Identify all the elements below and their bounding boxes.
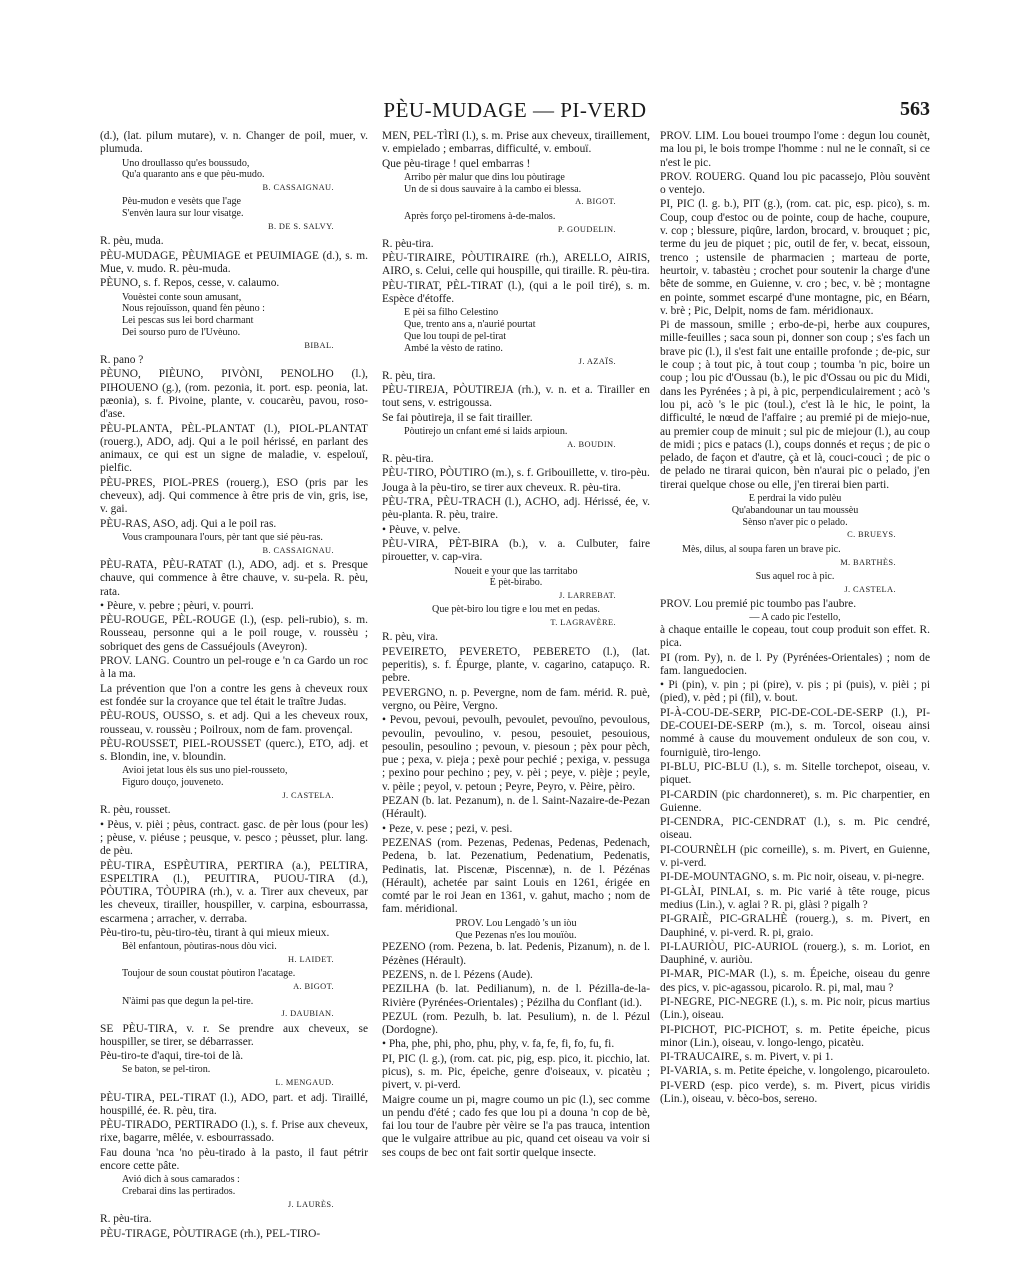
citation-author: J. DAUBIAN. — [281, 1009, 334, 1019]
citation-author: J. LAURÈS. — [287, 1199, 334, 1209]
dictionary-entry: PI-LAURIÒU, PIC-AURIOL (rouerg.), s. m. Loriot, en Dauphiné, v. auriòu. — [660, 940, 930, 967]
quotation: Vouèstei conte soun amusant, Nous rejouïsson, quand fèn pèuno : Lei pescas sus lei bord charmant Dei sourso puro de l'Uvèuno. — [122, 291, 265, 338]
quotation: E pèi sa filho Celestino Que, trento ans a, n'aurié pourtat Que lou toupi de pel-tirat Ambé la vèsto de ratino. — [404, 307, 536, 354]
quotation: Que pèt-biro lou tigre e lou met en pedas. — [432, 604, 600, 616]
dictionary-entry: Pi de massoun, smille ; erbo-de-pi, herbe aux coupures, mille-feuilles ; saca soun pi, donner son coup ; s'es fach un brave pic (l.), il s'est fait une entaille profonde ; de-pic, sur le coup ; à tout pic, à tout coup ; toumba 'n pic, boire un coup ; lou pic d'Oussau (b.), le pic d'Ossau ou pic du Midi, dans les Pyrénées ; à pi, à pic, perpendiculairement ; acò 's lou pi, acò 's le pic (toul.), c'est là le hic, le point, la difficulté, le nœud de l'affaire ; au premié pi de miejo-nue, au premier coup de minuit ; sul pic de miejour (l.), au coup de midi ; pics e patacs (l.), coups donnés et reçus ; de pic o pelado, de façon et d'autre, çà et là, couci-coucì ; de pic o de pelado ne tirarai quicon, bèn n'aurai pic o pelado, j'en tirerai quelque chose ou elle, j'en tirerai bien parti. — [660, 319, 930, 491]
dictionary-entry: PEZENAS (rom. Pezenas, Pedenas, Pedenas, Pedenach, Pedena, b. lat. Pezenatium, Pedenatium, Pedenatis, Pedinatis, lat. Piscenæ, Piscennæ), n. de l. Pézénas (Hérault), achetée par saint Louis en 1261, érigée en comté par le roi Jean en 1361, v. gahut, macho ; nom de fam. méridional. — [382, 836, 650, 916]
dictionary-entry: Se fai pòutireja, il se fait tirailler. — [382, 411, 533, 424]
dictionary-entry: PI-PICHOT, PIC-PICHOT, s. m. Petite épeiche, picus minor (Lin.), oiseau, v. longo-lengo, picatèu. — [660, 1023, 930, 1049]
dictionary-entry: • Pèure, v. pebre ; pèuri, v. pourri. — [100, 599, 254, 612]
dictionary-entry: PI-VARIA, s. m. Petite épeiche, v. longolengo, picarouleto. — [660, 1065, 930, 1078]
dictionary-entry: PÈU-TIRAIRE, PÒUTIRAIRE (rh.), ARELLO, AIRIS, AIRO, s. Celui, celle qui houspille, qui tiraille. R. pèu-tira. — [382, 252, 650, 278]
dictionary-entry: PÈU-ROUGE, PÈL-ROUGE (l.), (esp. peli-rubio), s. m. Rousseau, personne qui a le poil rouge, v. roussèu ; sobriquet des gens de Cassuéjouls (Aveyron). — [100, 614, 368, 653]
quotation: Bèl enfantoun, pòutiras-nous dòu vici. — [122, 941, 277, 953]
dictionary-entry: • Pèuve, v. pelve. — [382, 523, 461, 536]
dictionary-entry: PÈU-TIRADO, PERTIRADO (l.), s. f. Prise aux cheveux, rixe, bagarre, mêlée, v. esbourrassado. — [100, 1119, 368, 1145]
dictionary-entry: R. pèu, muda. — [100, 235, 164, 248]
dictionary-entry: PI-GLÀI, PINLAI, s. m. Pic varié à tête rouge, picus medius (Lin.), v. aglai ? R. pi, glàsi ? pigalh ? — [660, 885, 930, 911]
dictionary-entry: PÈU-TIRA, PEL-TIRAT (l.), ADO, part. et adj. Tiraillé, houspillé, ée. R. pèu, tira. — [100, 1091, 368, 1117]
quotation: — A cado pic l'estello, — [749, 612, 841, 624]
dictionary-entry: PI-GRAIÈ, PIC-GRALHÈ (rouerg.), s. m. Pivert, en Dauphiné, v. pi-verd. R. pi, graio. — [660, 913, 930, 939]
dictionary-entry: PÈU-RAS, ASO, adj. Qui a le poil ras. — [100, 517, 277, 530]
quotation: Sus aquel roc à pic. — [755, 570, 835, 582]
dictionary-entry: SE PÈU-TIRA, v. r. Se prendre aux cheveux, se houspiller, se tirer, se débarrasser. — [100, 1022, 368, 1048]
dictionary-entry: PEZENO (rom. Pezena, b. lat. Pedenis, Pizanum), n. de l. Pézènes (Hérault). — [382, 941, 650, 967]
dictionary-entry: R. pèu-tira. — [382, 237, 434, 250]
dictionary-entry: R. pèu-tira. — [382, 453, 434, 466]
dictionary-entry: R. pano ? — [100, 354, 144, 367]
quotation: Toujour de soun coustat pòutiron l'acatage. — [122, 968, 296, 980]
dictionary-entry: PI-À-COU-DE-SERP, PIC-DE-COL-DE-SERP (l.), PI-DE-COUEI-DE-SERP (m.), s. m. Torcol, oiseau ainsi nommé à cause du mouvement onduleux de son cou, v. fourniguiè, tiro-lengo. — [660, 706, 930, 759]
quotation: Avioi jetat lous èls sus uno piel-rousseto, Figuro douço, jouveneto. — [122, 765, 288, 789]
dictionary-entry: PROV. ROUERG. Quand lou pic pacassejo, Plòu souvènt o ventejo. — [660, 170, 930, 197]
dictionary-entry: • Pi (pin), v. pin ; pi (pire), v. pis ; pi (puis), v. pièi ; pi (pied), v. pèd ; pi (fil), v. bout. — [660, 679, 930, 705]
dictionary-entry: PI-MAR, PIC-MAR (l.), s. m. Épeiche, oiseau du genre des pics, v. pic-agassou, picarolo. R. pi, mal, mau ? — [660, 968, 930, 994]
citation-author: J. CASTELA. — [844, 584, 896, 594]
dictionary-entry: PÈUNO, s. f. Repos, cesse, v. calaumo. — [100, 277, 280, 290]
dictionary-entry: PÈU-MUDAGE, PÈUMIAGE et PEUIMIAGE (d.), s. m. Mue, v. mudo. R. pèu-muda. — [100, 249, 368, 275]
dictionary-entry: R. pèu, tira. — [382, 369, 436, 382]
dictionary-entry: PÈU-PLANTA, PÈL-PLANTAT (l.), PIOL-PLANTAT (rouerg.), ADO, adj. Qui a le poil hérissé, en parlant des animaux, ce qui est un signe de maladie, v. espelouï, pielfic. — [100, 422, 368, 475]
dictionary-entry: Fau douna 'nca 'no pèu-tirado à la pasto, il faut pétrir encore cette pâte. — [100, 1146, 368, 1173]
citation-author: B. DE S. SALVY. — [267, 222, 334, 232]
citation-author: B. CASSAIGNAU. — [262, 183, 334, 193]
quotation: Vous crampounara l'ours, pèr tant que sié pèu-ras. — [122, 531, 323, 543]
quotation: Avió dich à sous camarados : Crebarai dins las pertirados. — [122, 1174, 240, 1198]
page-header — [100, 98, 930, 128]
citation-author: J. CASTELA. — [282, 791, 334, 801]
dictionary-entry: Pèu-tiro-te d'aqui, tire-toi de là. — [100, 1050, 244, 1063]
citation-author: P. GOUDELIN. — [557, 224, 616, 234]
dictionary-entry: PEVEIRETO, PEVERETO, PEBERETO (l.), (lat. peperitis), s. f. Épurge, plante, v. cagarino, catapuço. R. pebre. — [382, 645, 650, 685]
dictionary-entry: PEZILHA (b. lat. Pedilianum), n. de l. Pézilla-de-la-Rivière (Pyrénées-Orientales) ; Pézilha du Conflant (id.). — [382, 983, 650, 1009]
dictionary-entry: PÈU-ROUSSET, PIEL-ROUSSET (querc.), ETO, adj. et s. Blondin, ine, v. bloundin. — [100, 737, 368, 764]
dictionary-entry: PÈU-TIRO, PÒUTIRO (m.), s. f. Gribouillette, v. tiro-pèu. — [382, 467, 650, 480]
citation-author: J. AZAÏS. — [578, 356, 616, 366]
dictionary-entry: PI-VERD (esp. pico verde), s. m. Pivert, picus viridis (Lin.), oiseau, v. bèco-bos, serено. — [660, 1079, 930, 1106]
dictionary-entry: MEN, PEL-TÌRI (l.), s. m. Prise aux cheveux, tiraillement, v. empielado ; embarras, difficulté, v. embouï. — [382, 130, 650, 156]
dictionary-entry: PI-CENDRA, PIC-CENDRAT (l.), s. m. Pic cendré, oiseau. — [660, 816, 930, 842]
dictionary-entry: Jouga à la pèu-tiro, se tirer aux cheveux. R. pèu-tira. — [382, 481, 621, 494]
dictionary-entry: • Pèus, v. pièi ; pèus, contract. gasc. de pèr lous (pour les) ; pèuse, v. piéuse ; peusque, v. pesco ; pèusset, plur. lang. de pèu. — [100, 818, 368, 858]
dictionary-entry: PÈU-TIREJA, PÒUTIREJA (rh.), v. n. et a. Tirailler en tout sens, v. estrigoussa. — [382, 384, 650, 410]
quotation: Arribo pèr malur que dins lou pòutirage Un de si dous sauvaire à la cambo ei blessa. — [404, 171, 582, 195]
citation-author: B. CASSAIGNAU. — [262, 545, 334, 555]
citation-author: A. BIGOT. — [575, 197, 616, 207]
quotation: Se baton, se pel-tiron. — [122, 1064, 211, 1076]
dictionary-entry: PI-DE-MOUNTAGNO, s. m. Pic noir, oiseau, v. pi-negre. — [660, 871, 925, 884]
citation-author: M. BARTHÈS. — [840, 557, 896, 567]
page-number: 563 — [900, 98, 930, 120]
dictionary-entry: PI-TRAUCAIRE, s. m. Pivert, v. pi 1. — [660, 1051, 834, 1064]
dictionary-entry: R. pèu, vira. — [382, 631, 438, 644]
dictionary-entry: PI-CARDIN (pic chardonneret), s. m. Pic charpentier, en Guienne. — [660, 788, 930, 814]
citation-author: T. LAGRAVÈRE. — [550, 618, 616, 628]
dictionary-entry: PÈUNO, PIÈUNO, PIVÒNI, PENOLHO (l.), PIHOUENO (g.), (rom. pezonia, it. port. esp. peonia, lat. pæonia), s. f. Pivoine, plante, v. coucarèu, pavou, roso-d'ase. — [100, 368, 368, 421]
dictionary-entry: PROV. Lou premié pic toumbo pas l'aubre. — [660, 597, 857, 610]
quotation: Mès, dilus, al soupa faren un brave pic. — [682, 543, 841, 555]
dictionary-entry: PÈU-TRA, PÈU-TRACH (l.), ACHO, adj. Hérissé, ée, v. pèu-planta. R. pèu, traire. — [382, 496, 650, 522]
column-middle — [382, 130, 650, 1161]
dictionary-entry: La prévention que l'on a contre les gens à cheveux roux est fondée sur la croyance que tel était le traître Judas. — [100, 682, 368, 708]
quotation: E perdrai la vido pulèu Qu'abandounar un tau moussèu Sènso n'aver pic o pelado. — [731, 493, 859, 528]
quotation: Pèu-mudon e vesèts que l'age S'envèn laura sur lour visatge. — [122, 196, 244, 220]
dictionary-entry: PI, PIC (l. g.), (rom. cat. pic, pig, esp. pico, it. picchio, lat. picus), s. m. Pic, épeiche, genre d'oiseaux, v. picatèu ; pivert, v. pi-verd. — [382, 1052, 650, 1092]
column-right — [660, 130, 930, 1107]
dictionary-entry: Maigre coume un pi, magre coumo un pic (l.), sec comme un pendu d'été ; cado fes que lou pi a douna 'n cop de bè, fai lou tour de l'aubre pèr vèire se l'a pas trauca, intention que le vulgaire attribue au pic, quand cet oiseau va voir si ses coups de bec ont fait sortir quelque insecte. — [382, 1093, 650, 1159]
quotation: N'àimi pas que degun la pel-tire. — [122, 995, 254, 1007]
dictionary-entry: PI-BLU, PIC-BLU (l.), s. m. Sitelle torchepot, oiseau, v. piquet. — [660, 760, 930, 787]
dictionary-entry: PÈU-VIRA, PÈT-BIRA (b.), v. a. Culbuter, faire pirouetter, v. cap-vira. — [382, 537, 650, 564]
dictionary-entry: PI (rom. Py), n. de l. Py (Pyrénées-Orientales) ; nom de fam. languedocien. — [660, 651, 930, 677]
citation-author: L. MENGAUD. — [275, 1078, 334, 1088]
dictionary-entry: PÈU-TIRAGE, PÒUTIRAGE (rh.), PEL-TIRO- — [100, 1227, 321, 1240]
dictionary-entry: PEZAN (b. lat. Pezanum), n. de l. Saint-Nazaire-de-Pezan (Hérault). — [382, 795, 650, 821]
quotation: Noueit e your que las tarritabo E pèt-birabo. — [454, 565, 578, 589]
citation-author: J. LARREBAT. — [559, 591, 616, 601]
quotation: Uno droullasso qu'es boussudo, Qu'a quaranto ans e que pèu-mudo. — [122, 157, 265, 181]
dictionary-entry: PÈU-TIRAT, PÈL-TIRAT (l.), (qui a le poil tiré), s. m. Espèce d'étoffe. — [382, 279, 650, 306]
dictionary-entry: PI-NEGRE, PIC-NEGRE (l.), s. m. Pic noir, picus martius (Lin.), oiseau. — [660, 996, 930, 1022]
dictionary-entry: • Peze, v. pese ; pezi, v. pesi. — [382, 822, 513, 835]
citation-author: H. LAIDET. — [288, 955, 334, 965]
dictionary-entry: PI, PIC (l. g. b.), PIT (g.), (rom. cat. pic, esp. pico), s. m. Coup, coup d'estoc ou de pointe, coup de hache, coupure, v. cop ; blessure, piqûre, lardon, brocard, v. brouquet ; pic, terme du jeu de piquet ; pic, outil de fer, v. becat, eissoun, trenco ; ustensile de pharmacien ; marteau de porte, heurtoir, v. tabastèu ; crochet pour soutenir la charge d'une bête de somme, en Guienne, v. cro ; bec, v. bè ; montagne en pointe, sommet escarpé d'une montagne, pic, en Béarn, v. brè ; Pic, Delpit, noms de fam. méridionaux. — [660, 198, 930, 317]
dictionary-entry: PÈU-RATA, PÈU-RATAT (l.), ADO, adj. et s. Presque chauve, qui commence à être chauve, v. su-pela. R. pèu, rata. — [100, 559, 368, 598]
column-left — [100, 130, 368, 1242]
dictionary-entry: Pèu-tiro-tu, pèu-tiro-tèu, tirant à qui mieux mieux. — [100, 927, 330, 940]
dictionary-entry: R. pèu-tira. — [100, 1213, 152, 1226]
dictionary-entry: PÈU-ROUS, OUSSO, s. et adj. Qui a les cheveux roux, rousseau, v. roussèu ; Poilroux, nom de fam. provençal. — [100, 710, 368, 736]
dictionary-entry: PI-COURNÈLH (pic corneille), s. m. Pivert, en Guienne, v. pi-verd. — [660, 843, 930, 870]
quotation: PROV. Lou Lengadò 's un iòu Que Pezenas n'es lou mouïòu. — [455, 917, 577, 941]
dictionary-entry: PÈU-PRES, PIOL-PRES (rouerg.), ESO (pris par les cheveux), adj. Qui commence à être pris de vin, gris, ise, v. gai. — [100, 476, 368, 516]
dictionary-entry: à chaque entaille le copeau, tout coup produit son effet. R. pica. — [660, 623, 930, 650]
dictionary-entry: PROV. LANG. Countro un pel-rouge e 'n ca Gardo un roc à la ma. — [100, 655, 368, 681]
dictionary-entry: • Pha, phe, phi, pho, phu, phy, v. fa, fe, fi, fo, fu, fi. — [382, 1038, 615, 1051]
quotation: Pòutirejo un cnfant emé si laids arpioun. — [404, 426, 568, 438]
dictionary-entry: PÈU-TIRA, ESPÈUTIRA, PERTIRA (a.), PELTIRA, ESPELTIRA (l.), PEUITIRA, PUOU-TIRA (d.), PÒUTIRA, TÒUPIRA (rh.), v. a. Tirer aux cheveux, par les cheveux, tirailler, houspiller, v. carpina, esbourrassa, escarmena ; arracher, v. derraba. — [100, 859, 368, 925]
dictionary-entry: Que pèu-tirage ! quel embarras ! — [382, 157, 531, 170]
dictionary-entry: PROV. LIM. Lou bouei troumpo l'ome : degun lou counèt, ma lou pi, le bois trompe l'homme : nul ne le connaît, si ce n'est le pic. — [660, 130, 930, 169]
running-title: PÈU-MUDAGE — PI-VERD — [383, 98, 647, 122]
citation-author: C. BRUEYS. — [847, 530, 896, 540]
quotation: Après forço pel-tiromens à-de-malos. — [404, 210, 556, 222]
citation-author: A. BOUDIN. — [567, 439, 616, 449]
dictionary-entry: • Pevou, pevoui, pevoulh, pevoulet, pevouïno, pevoulous, pevoulin, pevoulino, v. pesou, pesouiet, pesouious, pesoulin, pesoulino ; pevoun, v. piesoun ; pèx pour pèch, pue ; pexa, v. pieja ; pexè pour pechié ; pexiga, v. pessuga ; pexino pour pechino ; pey, v. pèi ; peye, v. pièje ; peyle, v. pèile ; peyol, v. petoun ; Peyre, Peyro, v. Pèire, pèiro. — [382, 714, 650, 793]
citation-author: BIBAL. — [304, 340, 334, 350]
dictionary-entry: PEZUL (rom. Pezulh, b. lat. Pesulium), n. de l. Pézul (Dordogne). — [382, 1010, 650, 1037]
dictionary-entry: R. pèu, rousset. — [100, 804, 171, 817]
citation-author: A. BIGOT. — [293, 982, 334, 992]
dictionary-entry: PEZENS, n. de l. Pézens (Aude). — [382, 968, 533, 981]
dictionary-entry: (d.), (lat. pilum mutare), v. n. Changer de poil, muer, v. plumuda. — [100, 130, 368, 156]
dictionary-entry: PEVERGNO, n. p. Pevergne, nom de fam. mérid. R. puè, vergno, ou Pèire, Vergno. — [382, 686, 650, 712]
